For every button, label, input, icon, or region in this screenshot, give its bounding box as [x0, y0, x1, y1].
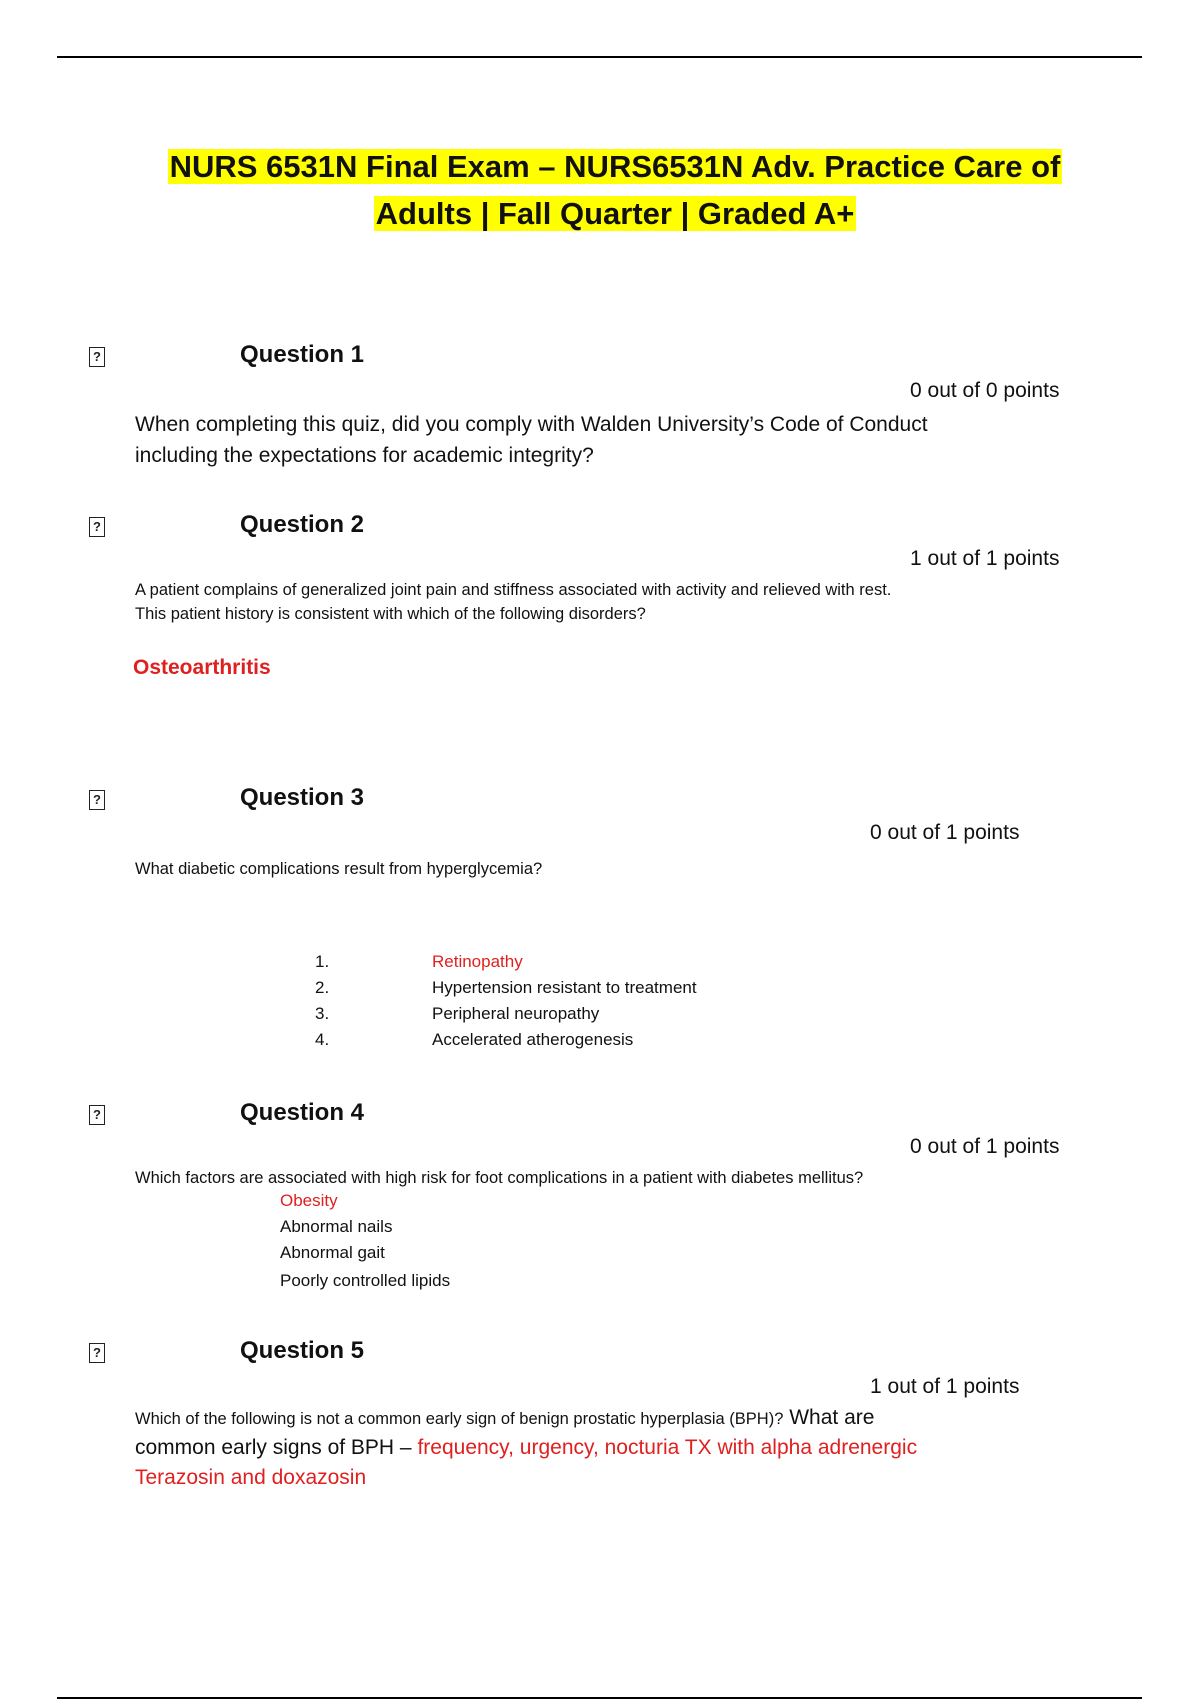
question-2-text	[135, 578, 1035, 626]
question-4-option-4: Poorly controlled lipids	[280, 1271, 451, 1290]
question-5-text-part-2: What are	[783, 1406, 875, 1429]
question-5-answer-part-1: frequency, urgency, nocturia TX with alpha adrenergic	[417, 1436, 918, 1459]
question-4-option-2: Abnormal nails	[280, 1217, 393, 1236]
question-2-heading: Question 2	[240, 511, 365, 538]
question-1-points: 0 out of 0 points	[910, 379, 1060, 402]
question-2-icon: ?	[89, 517, 105, 537]
question-1-icon: ?	[89, 347, 105, 367]
question-4-option-1: Obesity	[280, 1191, 338, 1210]
question-4-icon: ?	[89, 1105, 105, 1125]
question-3-option-2-number: 2.	[315, 978, 330, 997]
question-1-text-line-1: When completing this quiz, did you comply with Walden University’s Code of Conduct	[135, 413, 928, 436]
document-title	[100, 143, 1130, 237]
title-line-2: Adults | Fall Quarter | Graded A+	[375, 196, 855, 231]
question-5-text	[135, 1404, 1035, 1494]
question-3-option-1-number: 1.	[315, 952, 330, 971]
question-2-points: 1 out of 1 points	[910, 547, 1060, 570]
bottom-rule	[57, 1697, 1142, 1699]
question-1-text	[135, 409, 1035, 471]
question-4-heading: Question 4	[240, 1099, 365, 1126]
question-3-icon: ?	[89, 790, 105, 810]
question-5-answer-part-2: Terazosin and doxazosin	[135, 1466, 367, 1489]
question-3-text: What diabetic complications result from hyperglycemia?	[135, 860, 543, 878]
top-rule	[57, 56, 1142, 58]
question-3-heading: Question 3	[240, 784, 365, 811]
question-1-text-line-2: including the expectations for academic integrity?	[135, 444, 594, 467]
question-3-option-4: Accelerated atherogenesis	[432, 1030, 634, 1049]
question-3-option-3-number: 3.	[315, 1004, 330, 1023]
question-3-option-3: Peripheral neuropathy	[432, 1004, 600, 1023]
question-5-icon: ?	[89, 1343, 105, 1363]
question-3-option-2: Hypertension resistant to treatment	[432, 978, 697, 997]
question-5-points: 1 out of 1 points	[870, 1375, 1020, 1398]
question-5-text-part-1: Which of the following is not a common early sign of benign prostatic hyperplasia (BPH)?	[135, 1410, 784, 1428]
question-3-points: 0 out of 1 points	[870, 821, 1020, 844]
question-2-text-line-2: This patient history is consistent with which of the following disorders?	[135, 605, 646, 623]
question-4-text: Which factors are associated with high risk for foot complications in a patient with diabetes mellitus?	[135, 1169, 864, 1187]
question-1-heading: Question 1	[240, 341, 365, 368]
title-line-1: NURS 6531N Final Exam – NURS6531N Adv. Practice Care of	[169, 149, 1061, 184]
question-4-option-3: Abnormal gait	[280, 1243, 385, 1262]
question-2-answer: Osteoarthritis	[133, 656, 271, 679]
question-5-text-part-3: common early signs of BPH –	[135, 1436, 418, 1459]
question-5-heading: Question 5	[240, 1337, 365, 1364]
question-4-points: 0 out of 1 points	[910, 1135, 1060, 1158]
question-2-text-line-1: A patient complains of generalized joint pain and stiffness associated with activity and relieved with rest.	[135, 581, 892, 599]
question-3-option-1: Retinopathy	[432, 952, 523, 971]
question-3-option-4-number: 4.	[315, 1030, 330, 1049]
